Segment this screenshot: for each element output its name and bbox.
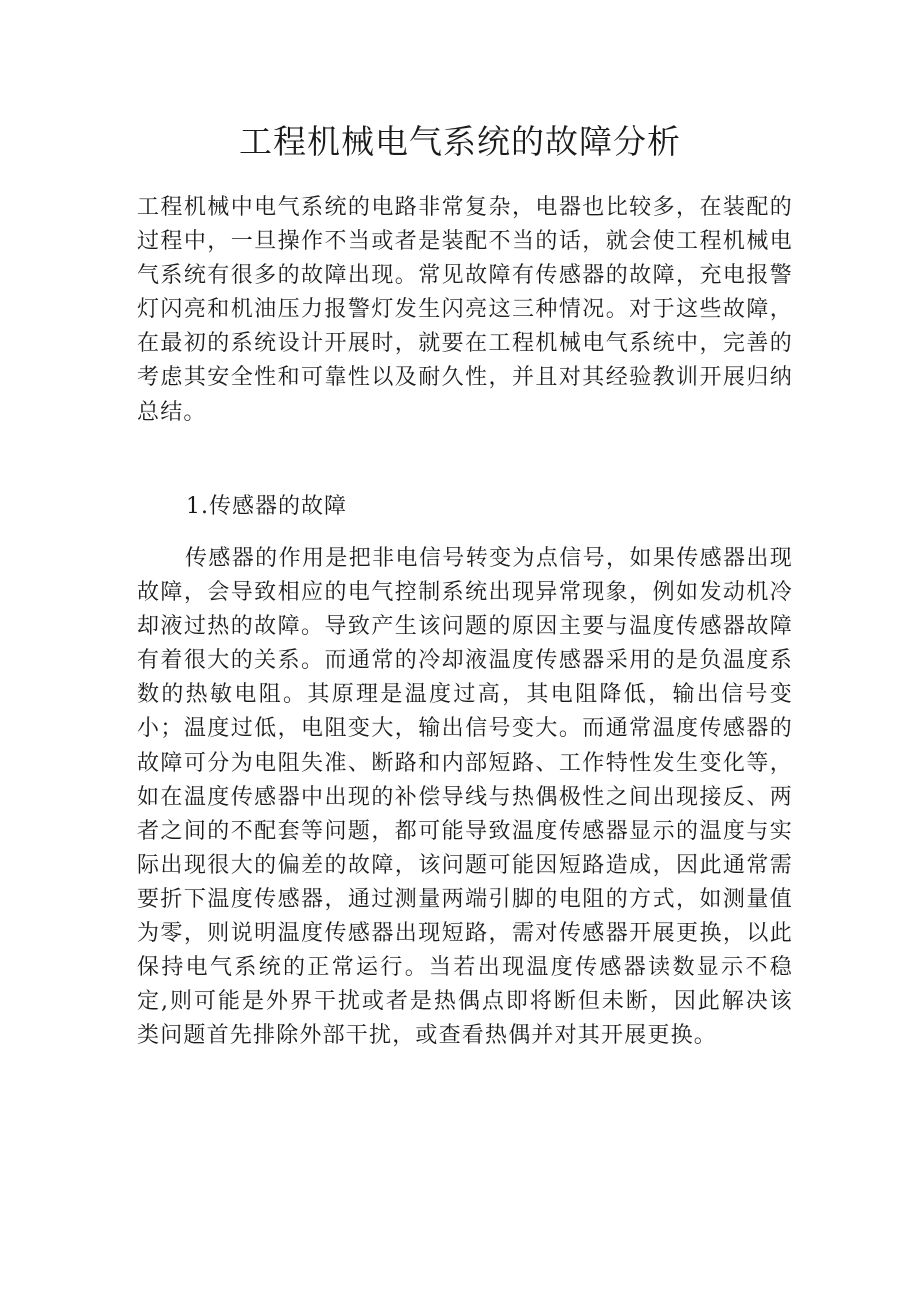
section-body-sensor-fault: 传感器的作用是把非电信号转变为点信号，如果传感器出现故障，会导致相应的电气控制系统出现异常现象，例如发动机冷却液过热的故障。导致产生该问题的原因主要与温度传感器故障有着很大的关系。而通常的冷却液温度传感器采用的是负温度系数的热敏电阻。其原理是温度过高，其电阻降低，输出信号变小；温度过低，电阻变大，输出信号变大。而通常温度传感器的故障可分为电阻失准、断路和内部短路、工作特性发生变化等，如在温度传感器中出现的补偿导线与热偶极性之间出现接反、两者之间的不配套等问题，都可能导致温度传感器显示的温度与实际出现很大的偏差的故障，该问题可能因短路造成，因此通常需要折下温度传感器，通过测量两端引脚的电阻的方式，如测量值为零，则说明温度传感器出现短路，需对传感器开展更换，以此保持电气系统的正常运行。当若出现温度传感器读数显示不稳定,则可能是外界干扰或者是热偶点即将断但未断，因此解决该类问题首先排除外部干扰，或查看热偶并对其开展更换。 <box>137 546 793 1049</box>
section-heading-sensor-fault: 1.传感器的故障 <box>186 494 347 519</box>
intro-paragraph: 工程机械中电气系统的电路非常复杂，电器也比较多，在装配的过程中，一旦操作不当或者是装配不当的话，就会使工程机械电气系统有很多的故障出现。常见故障有传感器的故障，充电报警灯闪亮和机油压力报警灯发生闪亮这三种情况。对于这些故障，在最初的系统设计开展时，就要在工程机械电气系统中，完善的考虑其安全性和可靠性以及耐久性，并且对其经验教训开展归纳总结。 <box>137 195 793 425</box>
document-title: 工程机械电气系统的故障分析 <box>239 122 681 161</box>
